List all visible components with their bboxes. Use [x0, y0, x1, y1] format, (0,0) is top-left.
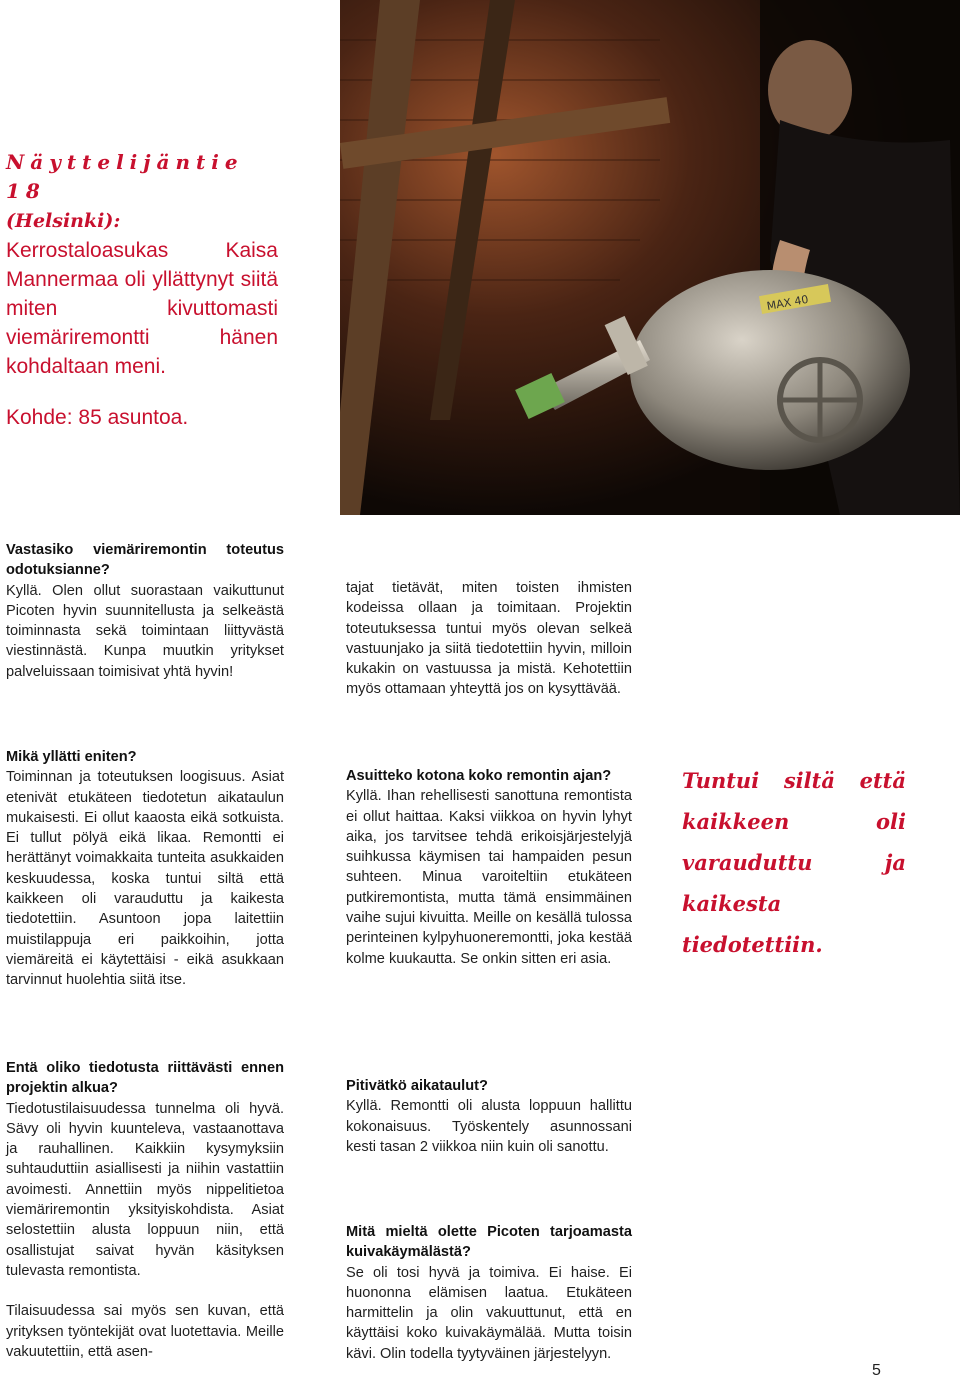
answer-dry-toilet: Se oli tosi hyvä ja toimiva. Ei haise. Ei huononna elämisen laatua. Etukäteen harmittelin ja olin vakuuttunut, että en käyttäisi koko kuivakäymälää. Mutta toisin kävi. Olin todella tyytyväinen järjestelyyn.: [346, 1264, 632, 1362]
intro-place: Näyttelijäntie 18: [6, 150, 244, 203]
intro-target: Kohde: 85 asuntoa.: [6, 406, 189, 429]
intro-city: (Helsinki):: [6, 210, 121, 232]
photo-illustration: [340, 0, 960, 515]
intro-lead: Kerrostaloasukas Kaisa Mannermaa oli yllättynyt siitä miten kivuttomasti viemäriremontti hänen kohdaltaan meni.: [6, 239, 278, 378]
continuation-paragraph: tajat tietävät, miten toisten ihmisten kodeissa ollaan ja toimitaan. Projektin toteutuksessa tuntui myös olevan selkeä vastuunjako ja siitä tiedotettiin hyvin, milloin kukakin on vastuussa ja mistä. Kehotettiin myös ottamaan yhteyttä jos on kysyttävää.: [346, 580, 632, 698]
page-number: 5: [872, 1362, 881, 1379]
question-information: Entä oliko tiedotusta riittävästi ennen projektin alkua?: [6, 1060, 284, 1097]
answer-surprise: Toiminnan ja toteutuksen loogisuus. Asiat etenivät etukäteen tiedotetun aikataulun mukaisesti. Ei ollut kaaosta eikä sotkuista. Ei tullut pölyä eikä likaa. Remontti ei herättänyt voimakkaita tunteita asukkaiden keskuudessa, koska tuntui siltä että kaikkeen oli varauduttu ja kaikesta tiedotettiin. Asuntoon jopa laitettiin muistilappuja eri paikkoihin, jotta viemäreitä ei käytettäisi - eikä asukkaan tarvinnut huolehtia siitä itse.: [6, 769, 284, 989]
qa-surprise: [6, 747, 284, 991]
question-expectations: Vastasiko viemäriremontin toteutus odotuksianne?: [6, 542, 284, 579]
qa-schedule: [346, 1076, 632, 1157]
answer-living-at-home: Kyllä. Ihan rehellisesti sanottuna remontista ei ollut haittaa. Kaksi viikkoa on hyvin lyhyt aika, jos tarvitsee tehdä erikoisjärjestelyjä suihkussa käymisen tai hampaiden pesun suhteen. Minua varoiteltiin etukäteen putkiremontista, mutta tämä ensimmäinen vaihe sujui kivuitta. Meille on kesällä tulossa perinteinen kylpyhuoneremontti, joka kestää kolme kuukautta. Se onkin sitten eri asia.: [346, 788, 632, 967]
intro-block: [6, 148, 278, 432]
continuation-text: [346, 578, 632, 700]
qa-dry-toilet: [346, 1222, 632, 1364]
answer-schedule: Kyllä. Remontti oli alusta loppuun hallittu kokonaisuus. Työskentely asunnossani kesti tasan 2 viikkoa niin kuin oli sanottu.: [346, 1098, 632, 1155]
question-surprise: Mikä yllätti eniten?: [6, 749, 137, 765]
answer-expectations: Kyllä. Olen ollut suorastaan vaikuttunut Picoten hyvin suunnitellusta ja selkeästä toiminnasta sekä toimintaan liittyvästä viestinnästä. Kunpa muutkin yritykset palveluissaan toimisivat yhtä hyvin!: [6, 582, 284, 680]
qa-information: [6, 1058, 284, 1362]
question-dry-toilet: Mitä mieltä olette Picoten tarjoamasta kuivakäymälästä?: [346, 1224, 632, 1261]
answer-information-continued: Tilaisuudessa sai myös sen kuvan, että yrityksen työntekijät ovat luotettavia. Meille vakuutettiin, että asen-: [6, 1303, 284, 1360]
pull-quote: Tuntui siltä että kaikkeen oli varauduttu ja kaikesta tiedotettiin.: [682, 768, 906, 957]
svg-text:MAX 40: MAX 40: [765, 292, 810, 313]
answer-information: Tiedotustilaisuudessa tunnelma oli hyvä. Sävy oli hyvin kuunteleva, vastaanottava ja rauhallinen. Kaikkiin kysymyksiin suhtauduttiin asiallisesti ja niihin vastattiin avoimesti. Annettiin myös nippelitietoa viemäriremontin yksityiskohdista. Asiat selostettiin alusta loppuun niin, että osallistujat saivat hyvän käsityksen tulevasta remontista.: [6, 1100, 284, 1279]
qa-living-at-home: [346, 766, 632, 969]
article-photo: [340, 0, 960, 515]
qa-expectations: [6, 540, 284, 682]
question-schedule: Pitivätkö aikataulut?: [346, 1078, 488, 1094]
question-living-at-home: Asuitteko kotona koko remontin ajan?: [346, 768, 612, 784]
